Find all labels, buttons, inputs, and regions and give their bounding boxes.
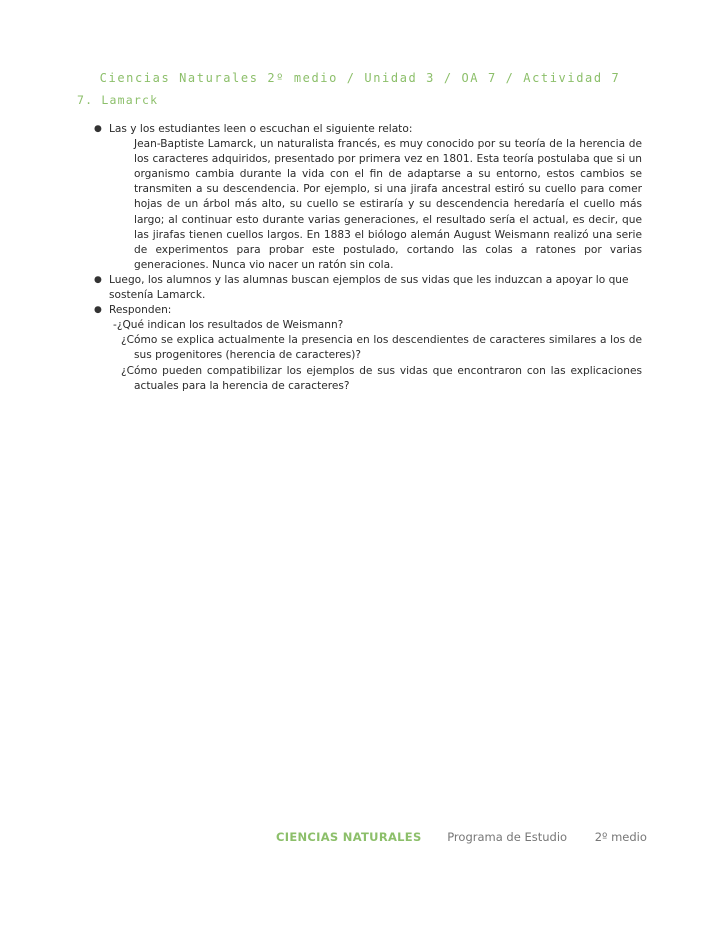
document-header: Ciencias Naturales 2º medio / Unidad 3 / OA 7 / Actividad 7 (99, 71, 621, 85)
list-item (0, 303, 642, 318)
question-heredity: ¿Cómo se explica actualmente la presencia en los descendientes de caracteres similares a los de sus progenitores (herencia de caracteres)? (121, 334, 642, 362)
question-weismann: -¿Qué indican los resultados de Weismann? (113, 319, 344, 332)
bullet-icon: ● (94, 305, 102, 316)
bullet-icon: ● (94, 274, 102, 285)
list-item (0, 122, 642, 137)
question-examples: ¿Cómo pueden compatibilizar los ejemplos de sus vidas que encontraron con las explicaciones actuales para la herencia de caracteres? (121, 364, 642, 392)
activity-body (0, 122, 720, 394)
footer-program: Programa de Estudio (447, 830, 568, 844)
bullet-text: Responden: (109, 304, 172, 317)
section-title: 7. Lamarck (77, 93, 159, 107)
bullet-text: Las y los estudiantes leen o escuchan el siguiente relato: (109, 123, 413, 135)
list-item (0, 273, 642, 303)
footer-grade: 2º medio (594, 830, 647, 844)
bullet-icon: ● (94, 124, 102, 134)
bullet-text: Luego, los alumnos y las alumnas buscan ejemplos de sus vidas que les induzcan a apoyar lo que sostenía Lamarck. (109, 273, 629, 302)
lamarck-quote: Jean-Baptiste Lamarck, un naturalista francés, es muy conocido por su teoría de la herencia de los caracteres adquiridos, presentado por primera vez en 1801. Esta teoría postulaba que si un organismo cambia durante la vida con el fin de adaptarse a su entorno, estos cambios se transmiten a su descendencia. Por ejemplo, si una jirafa ancestral estiró su cuello para comer hojas de un árbol más alto, su cuello se estiraría y su descendencia heredaría el cuello más largo; al continuar esto durante varias generaciones, el resultado sería el actual, es decir, que las jirafas tienen cuellos largos. En 1883 el biólogo alemán August Weismann realizó una serie de experimentos para probar este postulado, cortando las colas a ratones por varias generaciones. Nunca vio nacer un ratón sin cola. (134, 138, 642, 271)
page-footer (276, 830, 647, 844)
footer-subject: CIENCIAS NATURALES (276, 830, 422, 844)
